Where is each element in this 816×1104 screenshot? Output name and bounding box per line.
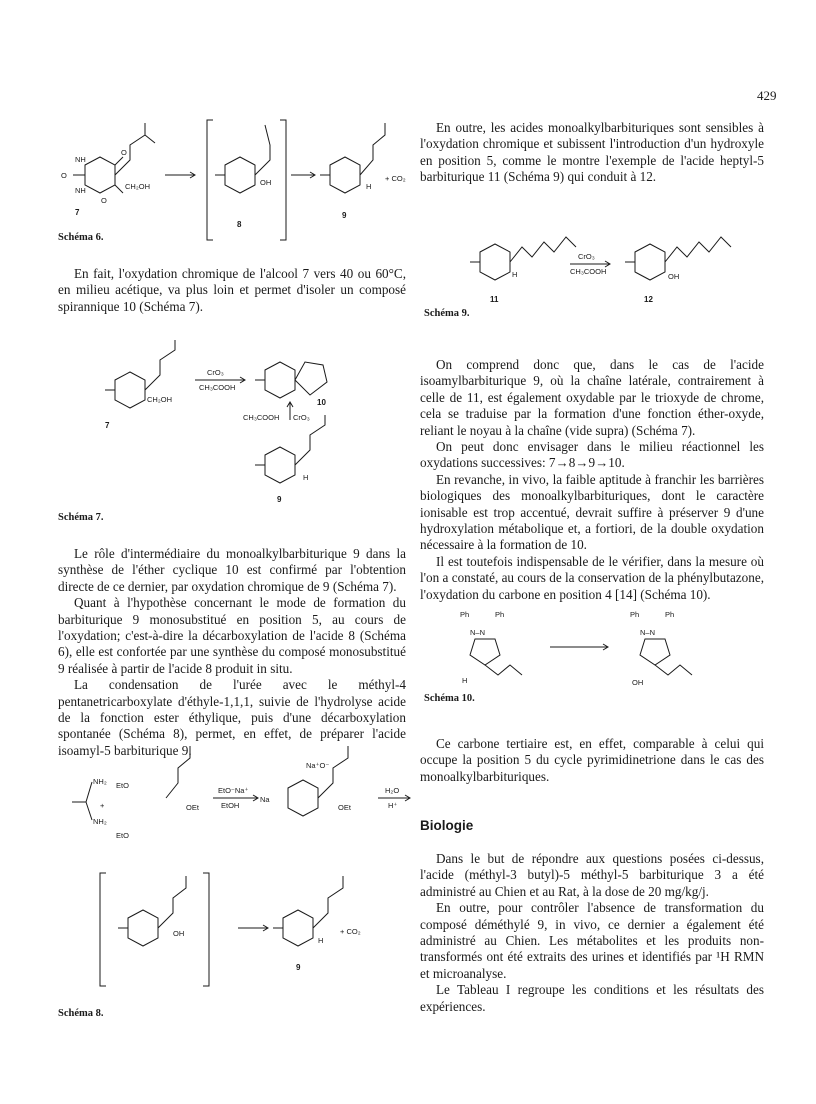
- svg-text:+ CO₂: + CO₂: [385, 174, 406, 183]
- scheme-9-caption: Schéma 9.: [424, 308, 470, 319]
- svg-text:OH: OH: [260, 178, 272, 187]
- svg-text:11: 11: [490, 295, 499, 304]
- page-number: 429: [757, 88, 777, 103]
- svg-text:N–N: N–N: [470, 628, 486, 637]
- svg-text:CrO₃: CrO₃: [578, 252, 595, 261]
- svg-text:CH₃COOH: CH₃COOH: [199, 383, 236, 392]
- svg-text:NH₂: NH₂: [93, 817, 107, 826]
- paragraph: Le rôle d'intermédiaire du monoalkylbarbiturique 9 dans la synthèse de l'éther cyclique 10 est confirmé par l'obtention directe de ce dernier, par oxydation chromique de 9 (Schéma 7).: [58, 546, 406, 594]
- svg-text:OEt: OEt: [338, 803, 351, 812]
- svg-text:EtO: EtO: [116, 781, 129, 790]
- svg-text:H: H: [366, 182, 372, 191]
- paragraph: En outre, pour contrôler l'absence de transformation du composé déméthylé 9, in vivo, ce dernier a également été administré au Chien. Les métabolites et les produits non-transformés ont été extraits des urines et identifiés par ¹H RMN et microanalyse.: [420, 900, 764, 981]
- paragraph: En revanche, in vivo, la faible aptitude à franchir les barrières biologiques des monoalkylbarbituriques, dont le caractère ionisable est trop accentué, devrait suffire à préserver 9 d'une hydroxylation métabolique et, a fortiori, de la double oxydation nécessaire à la formation de 10.: [420, 471, 764, 553]
- svg-text:O: O: [121, 148, 127, 157]
- scheme-10-caption: Schéma 10.: [424, 693, 475, 704]
- svg-text:CH₃COOH: CH₃COOH: [243, 413, 280, 422]
- svg-text:H: H: [303, 473, 309, 482]
- svg-text:+ CO₂: + CO₂: [340, 927, 361, 936]
- svg-text:CH₃COOH: CH₃COOH: [570, 267, 607, 276]
- svg-text:OH: OH: [632, 678, 644, 687]
- svg-text:Ph: Ph: [630, 610, 640, 619]
- paragraph: Quant à l'hypothèse concernant le mode de formation du barbiturique 9 monosubstitué en position 5, au cours de l'oxydation; c'est-à-dire la décarboxylation de l'acide 8 (Schéma 6), elle est confortée par une synthèse du composé monosubstitué 9 réalisée à partir de l'acide 8 produit in situ.: [58, 595, 406, 676]
- right-column-block-3: [420, 736, 764, 785]
- svg-text:9: 9: [277, 495, 282, 504]
- paragraph: Dans le but de répondre aux questions posées ci-dessus, l'acide (méthyl-3 butyl)-5 méthyl-5 barbiturique 3 a été administré au Chien et au Rat, à la dose de 20 mg/kg/j.: [420, 851, 764, 899]
- paragraph: On peut donc envisager dans le milieu réactionnel les oxydations successives: 7→8→9→10.: [420, 439, 764, 471]
- svg-text:OH: OH: [668, 272, 680, 281]
- svg-text:CrO₃: CrO₃: [207, 368, 224, 377]
- svg-text:CrO₃: CrO₃: [293, 413, 310, 422]
- svg-text:H₂O: H₂O: [385, 786, 400, 795]
- svg-text:CH₂OH: CH₂OH: [125, 182, 150, 191]
- svg-text:7: 7: [105, 421, 110, 430]
- scheme-6-caption: Schéma 6.: [58, 232, 104, 243]
- svg-text:OEt: OEt: [186, 803, 199, 812]
- svg-text:H: H: [318, 936, 324, 945]
- left-column-block-2: [58, 546, 406, 759]
- scheme-8-diagram: [58, 738, 418, 1008]
- svg-text:H⁺: H⁺: [388, 801, 398, 810]
- svg-text:O: O: [61, 171, 67, 180]
- left-column-block-1: [58, 266, 406, 315]
- svg-text:O: O: [101, 196, 107, 205]
- svg-text:8: 8: [237, 220, 242, 229]
- paragraph: Ce carbone tertiaire est, en effet, comparable à celui qui occupe la position 5 du cycle pyrimidinetrione dans le cas des monoalkylbarbituriques.: [420, 736, 764, 784]
- scheme-9-diagram: [450, 222, 750, 307]
- right-column-block-1: [420, 120, 764, 186]
- svg-text:NH: NH: [75, 155, 86, 164]
- right-column-block-2: [420, 357, 764, 603]
- svg-text:9: 9: [296, 963, 301, 972]
- scheme-10-diagram: [440, 605, 740, 690]
- svg-text:Ph: Ph: [495, 610, 505, 619]
- svg-text:12: 12: [644, 295, 653, 304]
- svg-text:10: 10: [317, 398, 326, 407]
- svg-text:EtO: EtO: [116, 831, 129, 840]
- svg-text:EtOH: EtOH: [221, 801, 240, 810]
- svg-text:EtO⁻Na⁺: EtO⁻Na⁺: [218, 786, 249, 795]
- svg-text:Ph: Ph: [665, 610, 675, 619]
- svg-text:H: H: [512, 270, 518, 279]
- section-heading-biologie: Biologie: [420, 818, 474, 833]
- svg-text:H: H: [462, 676, 468, 685]
- paragraph: On comprend donc que, dans le cas de l'acide isoamylbarbiturique 9, où la chaîne latérale, contrairement à celle de 11, est également oxydable par le trioxyde de chrome, cela se traduise par la formation d'une fonction éther-oxyde, reliant le noyau à la chaîne (vide supra) (Schéma 7).: [420, 357, 764, 438]
- paragraph: En outre, les acides monoalkylbarbituriques sont sensibles à l'oxydation chromique et subissent l'introduction d'un hydroxyle en position 5, comme le montre l'exemple de l'acide heptyl-5 barbiturique 11 (Schéma 9) qui conduit à 12.: [420, 120, 764, 185]
- svg-text:9: 9: [342, 211, 347, 220]
- svg-text:NH₂: NH₂: [93, 777, 107, 786]
- svg-text:Ph: Ph: [460, 610, 470, 619]
- svg-text:CH₂OH: CH₂OH: [147, 395, 172, 404]
- svg-text:Na: Na: [260, 795, 270, 804]
- svg-text:NH: NH: [75, 186, 86, 195]
- svg-text:7: 7: [75, 208, 80, 217]
- scheme-7-diagram: [95, 340, 395, 505]
- paragraph: En fait, l'oxydation chromique de l'alcool 7 vers 40 ou 60°C, en milieu acétique, va plus loin et permet d'isoler un composé spirannique 10 (Schéma 7).: [58, 266, 406, 314]
- right-column-block-4: [420, 851, 764, 1015]
- svg-text:Na⁺O⁻: Na⁺O⁻: [306, 761, 330, 770]
- svg-text:N–N: N–N: [640, 628, 656, 637]
- paragraph: Le Tableau I regroupe les conditions et les résultats des expériences.: [420, 982, 764, 1014]
- scheme-7-caption: Schéma 7.: [58, 512, 104, 523]
- paragraph: Il est toutefois indispensable de le vérifier, dans la mesure où l'on a constaté, au cours de la conservation de la phénylbutazone, l'oxydation du carbone en position 4 [14] (Schéma 10).: [420, 553, 764, 602]
- scheme-6-diagram: [55, 115, 425, 245]
- scheme-8-caption: Schéma 8.: [58, 1008, 104, 1019]
- paragraph: La condensation de l'urée avec le méthyl-4 pentanetricarboxylate d'éthyle-1,1,1, suivie de l'hydrolyse acide de la fonction ester éthylique, puis d'une décarboxylation spontanée (Schéma 8), permet, en effet, de préparer l'acide isoamyl-5 barbiturique 9.: [58, 677, 406, 758]
- svg-text:+: +: [100, 801, 105, 810]
- svg-text:OH: OH: [173, 929, 185, 938]
